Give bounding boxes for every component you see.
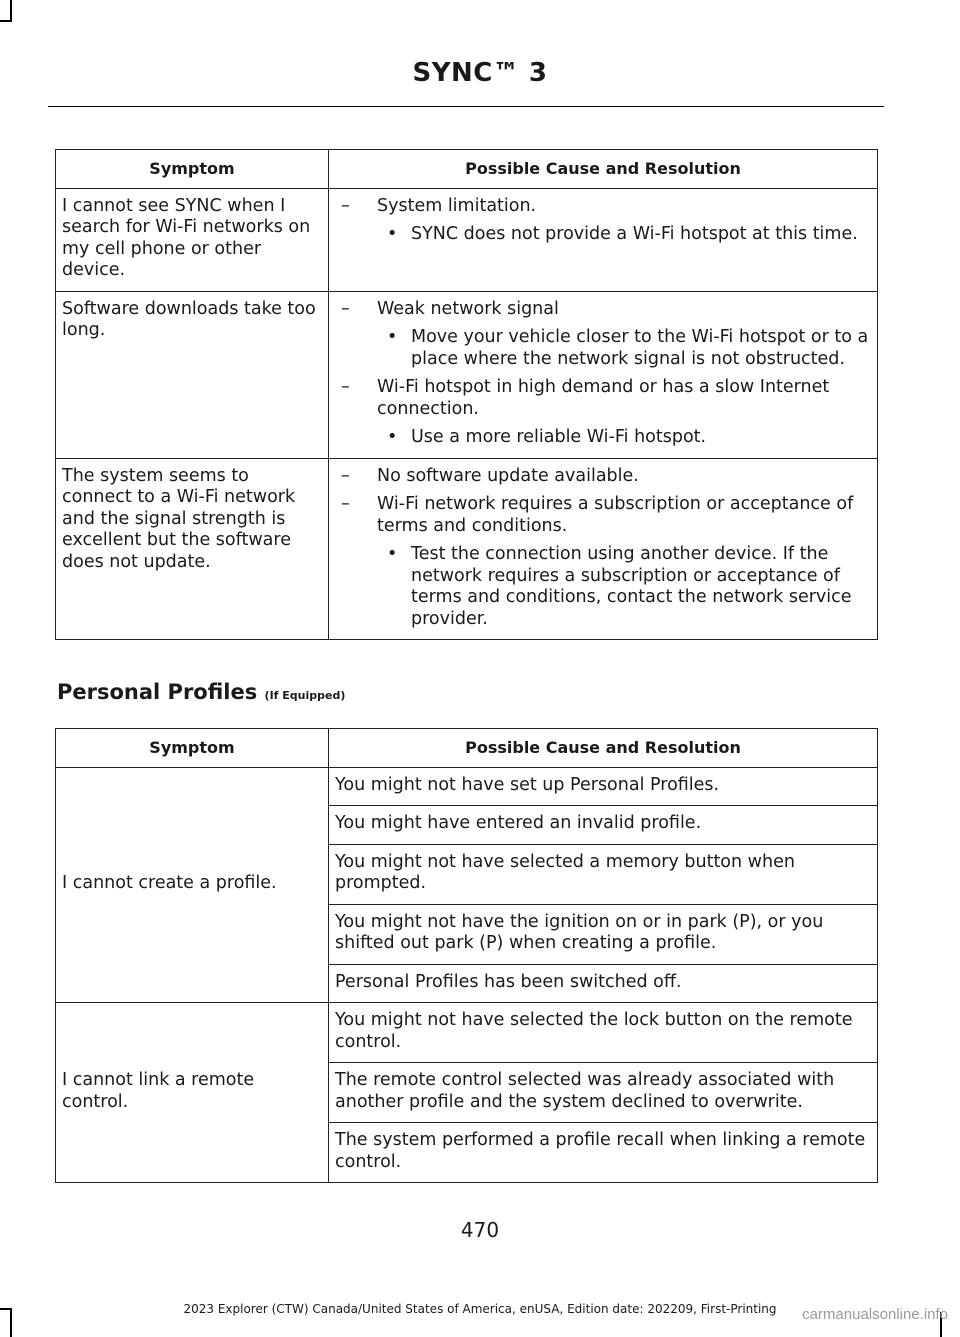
edition-footer: 2023 Explorer (CTW) Canada/United States of America, enUSA, Edition date: 202209, First-Printing: [183, 1302, 777, 1316]
cause-cell: You might not have the ignition on or in park (P), or you shifted out park (P) when creating a profile.: [329, 904, 878, 964]
crop-mark: [10, 0, 12, 22]
table-header-row: [56, 729, 878, 768]
table-row: [56, 291, 878, 458]
resolution-item: • SYNC does not provide a Wi-Fi hotspot at this time.: [335, 224, 871, 246]
cause-cell: You might not have selected the lock button on the remote control.: [329, 1003, 878, 1063]
cause-cell: [329, 188, 878, 291]
wifi-troubleshooting-table: [55, 149, 878, 640]
symptom-cell: I cannot create a profile.: [56, 767, 329, 1003]
cause-item: – No software update available.: [335, 466, 871, 488]
page-title: SYNC™ 3: [412, 58, 548, 88]
cause-item: – System limitation.: [335, 196, 871, 218]
section-qualifier: (If Equipped): [264, 689, 346, 702]
symptom-cell: I cannot link a remote control.: [56, 1003, 329, 1183]
cause-cell: [329, 458, 878, 640]
cause-cell: You might not have selected a memory button when prompted.: [329, 844, 878, 904]
table-header-row: [56, 150, 878, 189]
table-row: [56, 458, 878, 640]
watermark: carmanualsonline.info: [802, 1306, 948, 1323]
personal-profiles-table: [55, 728, 878, 1183]
symptom-cell: Software downloads take too long.: [56, 291, 329, 458]
cause-cell: You might not have set up Personal Profiles.: [329, 767, 878, 806]
symptom-header: Symptom: [56, 150, 329, 189]
header-divider: [48, 106, 884, 107]
symptom-cell: I cannot see SYNC when I search for Wi-Fi networks on my cell phone or other device.: [56, 188, 329, 291]
table-row: [56, 188, 878, 291]
cause-item: – Weak network signal: [335, 299, 871, 321]
table-row: [56, 1003, 878, 1063]
symptom-cell: The system seems to connect to a Wi-Fi network and the signal strength is excellent but the software does not update.: [56, 458, 329, 640]
symptom-header: Symptom: [56, 729, 329, 768]
cause-item: – Wi-Fi network requires a subscription or acceptance of terms and conditions.: [335, 494, 871, 537]
cause-header: Possible Cause and Resolution: [329, 729, 878, 768]
table-row: [56, 767, 878, 806]
cause-cell: [329, 291, 878, 458]
cause-cell: The remote control selected was already associated with another profile and the system declined to overwrite.: [329, 1063, 878, 1123]
resolution-item: • Use a more reliable Wi-Fi hotspot.: [335, 427, 871, 449]
section-heading: [57, 680, 345, 704]
cause-cell: Personal Profiles has been switched off.: [329, 964, 878, 1003]
section-title: Personal Profiles: [57, 680, 258, 704]
resolution-item: • Move your vehicle closer to the Wi-Fi hotspot or to a place where the network signal is not obstructed.: [335, 327, 871, 370]
cause-item: – Wi-Fi hotspot in high demand or has a slow Internet connection.: [335, 377, 871, 420]
crop-mark: [0, 20, 12, 22]
page-number: 470: [460, 1218, 500, 1242]
resolution-item: • Test the connection using another device. If the network requires a subscription or acceptance of terms and conditions, contact the network service provider.: [335, 544, 871, 630]
cause-cell: The system performed a profile recall when linking a remote control.: [329, 1123, 878, 1183]
cause-cell: You might have entered an invalid profile.: [329, 806, 878, 845]
cause-header: Possible Cause and Resolution: [329, 150, 878, 189]
